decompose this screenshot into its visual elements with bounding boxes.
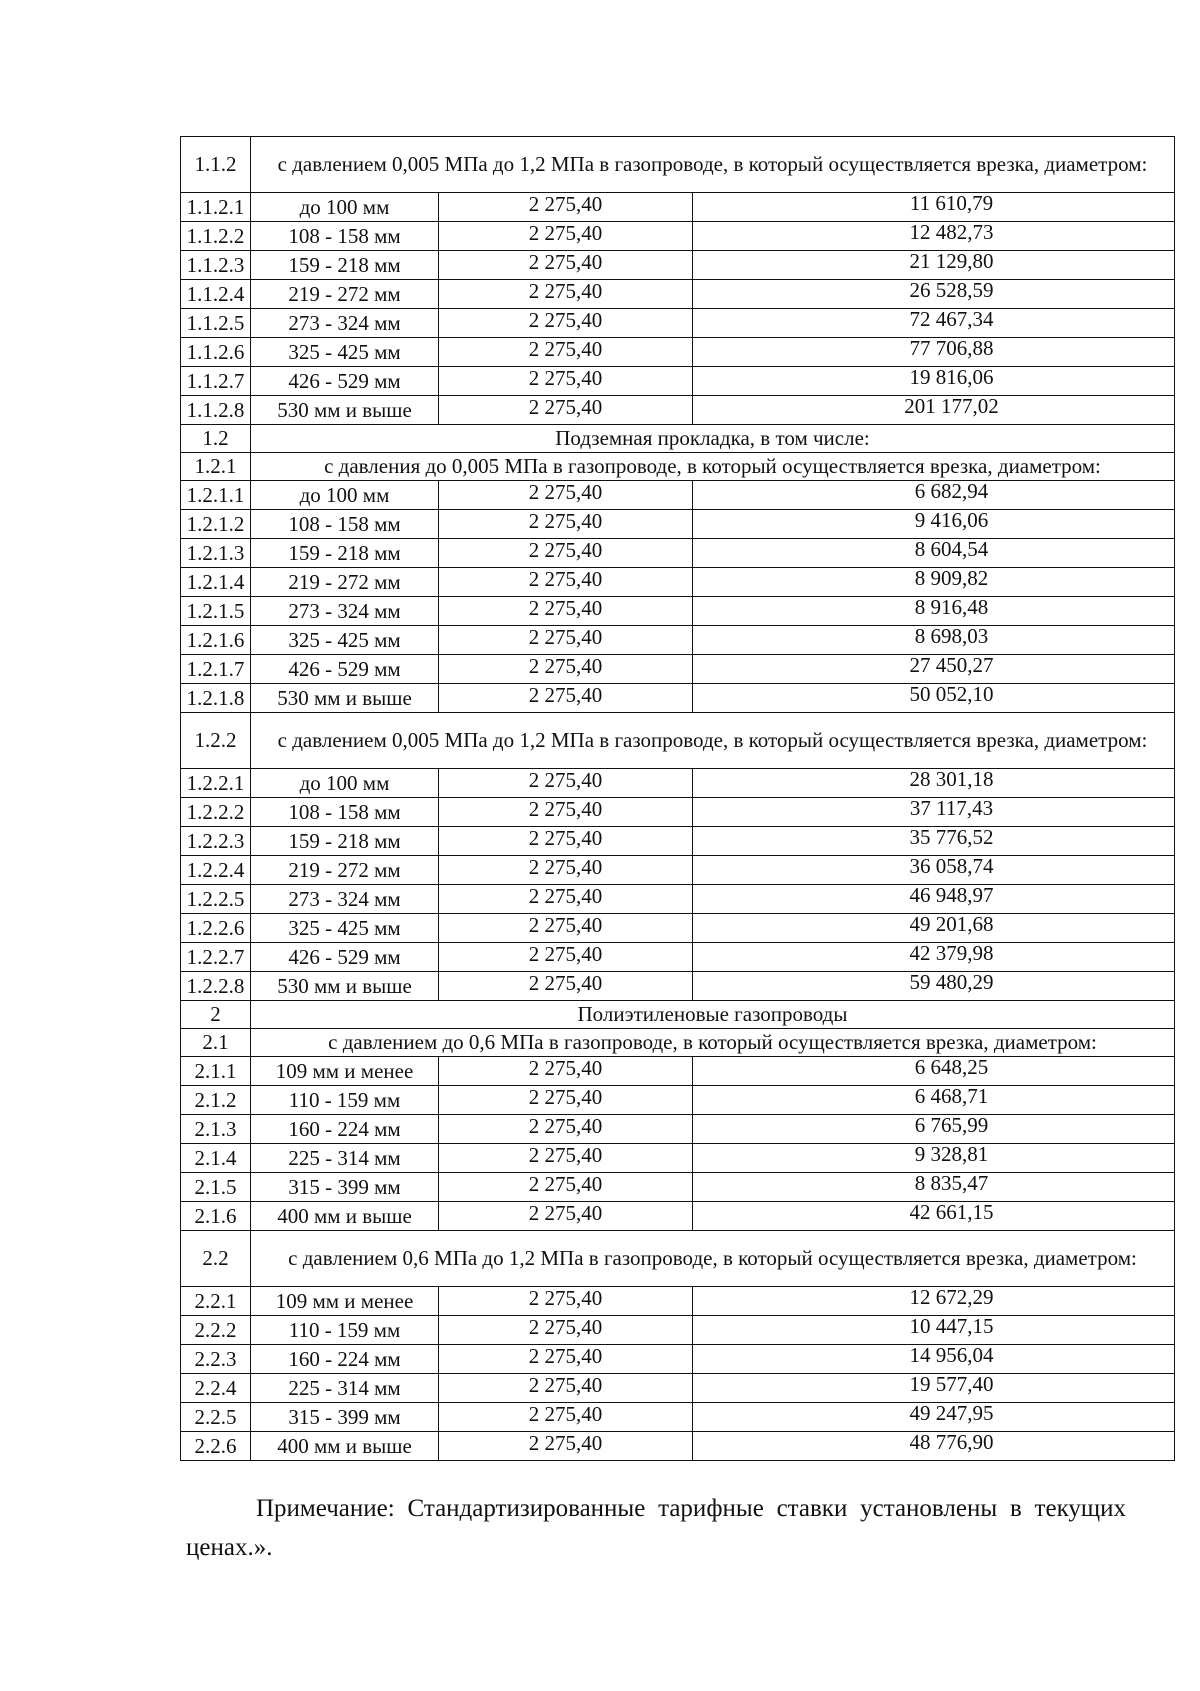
section-number: 2.1 [181, 1029, 251, 1057]
table-row [181, 1287, 1175, 1316]
table-row [181, 1173, 1175, 1202]
total-cell: 49 247,95 [693, 1403, 1175, 1432]
total-cell: 42 379,98 [693, 943, 1175, 972]
section-description: Полиэтиленовые газопроводы [251, 1001, 1175, 1029]
diameter-range: 110 - 159 мм [251, 1316, 439, 1345]
price-cell: 2 275,40 [439, 193, 693, 222]
table-row [181, 885, 1175, 914]
diameter-range: 160 - 224 мм [251, 1115, 439, 1144]
row-number: 2.2.1 [181, 1287, 251, 1316]
row-number: 1.2.1.8 [181, 684, 251, 713]
price-cell: 2 275,40 [439, 338, 693, 367]
table-row [181, 827, 1175, 856]
total-cell: 36 058,74 [693, 856, 1175, 885]
row-number: 1.2.1.7 [181, 655, 251, 684]
diameter-range: 225 - 314 мм [251, 1374, 439, 1403]
table-row [181, 193, 1175, 222]
diameter-range: до 100 мм [251, 193, 439, 222]
row-number: 1.2.1.2 [181, 510, 251, 539]
row-number: 2.1.1 [181, 1057, 251, 1086]
row-number: 2.1.3 [181, 1115, 251, 1144]
subsection-header-row [181, 137, 1175, 193]
table-row [181, 597, 1175, 626]
table-row [181, 568, 1175, 597]
total-cell: 14 956,04 [693, 1345, 1175, 1374]
price-cell: 2 275,40 [439, 827, 693, 856]
table-row [181, 655, 1175, 684]
section-header-row [181, 1029, 1175, 1057]
price-cell: 2 275,40 [439, 396, 693, 425]
price-cell: 2 275,40 [439, 798, 693, 827]
diameter-range: 109 мм и менее [251, 1057, 439, 1086]
total-cell: 8 835,47 [693, 1173, 1175, 1202]
row-number: 1.2.1.6 [181, 626, 251, 655]
table-row [181, 396, 1175, 425]
total-cell: 42 661,15 [693, 1202, 1175, 1231]
section-description: с давлением до 0,6 МПа в газопроводе, в который осуществляется врезка, диаметром: [251, 1029, 1175, 1057]
total-cell: 201 177,02 [693, 396, 1175, 425]
row-number: 1.1.2.7 [181, 367, 251, 396]
table-row [181, 1316, 1175, 1345]
row-number: 1.2.1.3 [181, 539, 251, 568]
table-row [181, 1086, 1175, 1115]
diameter-range: 159 - 218 мм [251, 251, 439, 280]
section-description: с давлением 0,005 МПа до 1,2 МПа в газопроводе, в который осуществляется врезка, диаметром: [251, 713, 1175, 769]
price-cell: 2 275,40 [439, 222, 693, 251]
row-number: 2.1.2 [181, 1086, 251, 1115]
diameter-range: 400 мм и выше [251, 1202, 439, 1231]
price-cell: 2 275,40 [439, 539, 693, 568]
row-number: 1.2.2.7 [181, 943, 251, 972]
row-number: 1.1.2.2 [181, 222, 251, 251]
price-cell: 2 275,40 [439, 856, 693, 885]
price-cell: 2 275,40 [439, 1144, 693, 1173]
diameter-range: 219 - 272 мм [251, 568, 439, 597]
row-number: 2.1.5 [181, 1173, 251, 1202]
price-cell: 2 275,40 [439, 1086, 693, 1115]
table-row [181, 943, 1175, 972]
total-cell: 9 416,06 [693, 510, 1175, 539]
table-row [181, 1202, 1175, 1231]
price-cell: 2 275,40 [439, 367, 693, 396]
table-row [181, 626, 1175, 655]
section-number: 1.2.2 [181, 713, 251, 769]
diameter-range: 325 - 425 мм [251, 626, 439, 655]
diameter-range: до 100 мм [251, 769, 439, 798]
diameter-range: 110 - 159 мм [251, 1086, 439, 1115]
section-description: с давлением 0,6 МПа до 1,2 МПа в газопроводе, в который осуществляется врезка, диаметром: [251, 1231, 1175, 1287]
table-row [181, 309, 1175, 338]
table-row [181, 1144, 1175, 1173]
diameter-range: 225 - 314 мм [251, 1144, 439, 1173]
row-number: 1.2.1.5 [181, 597, 251, 626]
diameter-range: 530 мм и выше [251, 396, 439, 425]
total-cell: 35 776,52 [693, 827, 1175, 856]
tariff-table [180, 136, 1175, 1461]
total-cell: 27 450,27 [693, 655, 1175, 684]
note-paragraph: Примечание: Стандартизированные тарифные ставки установлены в текущих ценах.». [186, 1495, 1126, 1561]
diameter-range: 530 мм и выше [251, 684, 439, 713]
diameter-range: 273 - 324 мм [251, 597, 439, 626]
section-description: с давления до 0,005 МПа в газопроводе, в который осуществляется врезка, диаметром: [251, 453, 1175, 481]
table-row [181, 914, 1175, 943]
price-cell: 2 275,40 [439, 1287, 693, 1316]
diameter-range: 108 - 158 мм [251, 510, 439, 539]
diameter-range: 108 - 158 мм [251, 798, 439, 827]
diameter-range: 325 - 425 мм [251, 338, 439, 367]
price-cell: 2 275,40 [439, 626, 693, 655]
price-cell: 2 275,40 [439, 1202, 693, 1231]
price-cell: 2 275,40 [439, 684, 693, 713]
total-cell: 46 948,97 [693, 885, 1175, 914]
table-row [181, 769, 1175, 798]
row-number: 1.2.2.6 [181, 914, 251, 943]
table-row [181, 856, 1175, 885]
total-cell: 49 201,68 [693, 914, 1175, 943]
subsection-header-row [181, 713, 1175, 769]
total-cell: 6 682,94 [693, 481, 1175, 510]
price-cell: 2 275,40 [439, 885, 693, 914]
price-cell: 2 275,40 [439, 1403, 693, 1432]
total-cell: 10 447,15 [693, 1316, 1175, 1345]
table-row [181, 1432, 1175, 1461]
price-cell: 2 275,40 [439, 1316, 693, 1345]
total-cell: 8 698,03 [693, 626, 1175, 655]
price-cell: 2 275,40 [439, 1345, 693, 1374]
total-cell: 59 480,29 [693, 972, 1175, 1001]
table-row [181, 1345, 1175, 1374]
diameter-range: 160 - 224 мм [251, 1345, 439, 1374]
diameter-range: 426 - 529 мм [251, 943, 439, 972]
total-cell: 26 528,59 [693, 280, 1175, 309]
section-number: 1.2.1 [181, 453, 251, 481]
table-row [181, 338, 1175, 367]
total-cell: 48 776,90 [693, 1432, 1175, 1461]
table-row [181, 1374, 1175, 1403]
table-row [181, 684, 1175, 713]
total-cell: 77 706,88 [693, 338, 1175, 367]
tariff-table-body [181, 137, 1175, 1461]
total-cell: 21 129,80 [693, 251, 1175, 280]
price-cell: 2 275,40 [439, 568, 693, 597]
row-number: 1.1.2.4 [181, 280, 251, 309]
section-number: 2.2 [181, 1231, 251, 1287]
diameter-range: 273 - 324 мм [251, 309, 439, 338]
price-cell: 2 275,40 [439, 597, 693, 626]
diameter-range: 426 - 529 мм [251, 367, 439, 396]
price-cell: 2 275,40 [439, 1173, 693, 1202]
row-number: 1.2.2.5 [181, 885, 251, 914]
table-row [181, 798, 1175, 827]
price-cell: 2 275,40 [439, 280, 693, 309]
total-cell: 11 610,79 [693, 193, 1175, 222]
row-number: 1.2.2.4 [181, 856, 251, 885]
row-number: 1.1.2.1 [181, 193, 251, 222]
total-cell: 6 648,25 [693, 1057, 1175, 1086]
row-number: 2.1.6 [181, 1202, 251, 1231]
row-number: 2.2.4 [181, 1374, 251, 1403]
section-description: с давлением 0,005 МПа до 1,2 МПа в газопроводе, в который осуществляется врезка, диаметром: [251, 137, 1175, 193]
row-number: 1.1.2.8 [181, 396, 251, 425]
diameter-range: 159 - 218 мм [251, 539, 439, 568]
price-cell: 2 275,40 [439, 1374, 693, 1403]
row-number: 1.2.2.8 [181, 972, 251, 1001]
total-cell: 12 482,73 [693, 222, 1175, 251]
diameter-range: 219 - 272 мм [251, 856, 439, 885]
diameter-range: 219 - 272 мм [251, 280, 439, 309]
price-cell: 2 275,40 [439, 655, 693, 684]
row-number: 1.1.2.3 [181, 251, 251, 280]
row-number: 2.1.4 [181, 1144, 251, 1173]
diameter-range: 325 - 425 мм [251, 914, 439, 943]
price-cell: 2 275,40 [439, 943, 693, 972]
total-cell: 37 117,43 [693, 798, 1175, 827]
total-cell: 12 672,29 [693, 1287, 1175, 1316]
diameter-range: 273 - 324 мм [251, 885, 439, 914]
row-number: 1.2.2.1 [181, 769, 251, 798]
table-row [181, 367, 1175, 396]
row-number: 1.2.1.1 [181, 481, 251, 510]
table-row [181, 481, 1175, 510]
total-cell: 8 604,54 [693, 539, 1175, 568]
table-row [181, 539, 1175, 568]
total-cell: 6 468,71 [693, 1086, 1175, 1115]
diameter-range: 426 - 529 мм [251, 655, 439, 684]
table-row [181, 251, 1175, 280]
diameter-range: 315 - 399 мм [251, 1403, 439, 1432]
diameter-range: 159 - 218 мм [251, 827, 439, 856]
diameter-range: 109 мм и менее [251, 1287, 439, 1316]
table-row [181, 280, 1175, 309]
row-number: 2.2.5 [181, 1403, 251, 1432]
row-number: 1.1.2.6 [181, 338, 251, 367]
price-cell: 2 275,40 [439, 972, 693, 1001]
row-number: 1.2.1.4 [181, 568, 251, 597]
section-header-row [181, 425, 1175, 453]
row-number: 1.1.2.5 [181, 309, 251, 338]
price-cell: 2 275,40 [439, 914, 693, 943]
table-row [181, 1403, 1175, 1432]
total-cell: 50 052,10 [693, 684, 1175, 713]
price-cell: 2 275,40 [439, 481, 693, 510]
price-cell: 2 275,40 [439, 309, 693, 338]
table-row [181, 1115, 1175, 1144]
diameter-range: 400 мм и выше [251, 1432, 439, 1461]
diameter-range: до 100 мм [251, 481, 439, 510]
table-row [181, 222, 1175, 251]
total-cell: 8 916,48 [693, 597, 1175, 626]
total-cell: 19 577,40 [693, 1374, 1175, 1403]
section-header-row [181, 453, 1175, 481]
row-number: 2.2.3 [181, 1345, 251, 1374]
row-number: 1.2.2.3 [181, 827, 251, 856]
table-row [181, 510, 1175, 539]
diameter-range: 108 - 158 мм [251, 222, 439, 251]
section-number: 2 [181, 1001, 251, 1029]
row-number: 2.2.2 [181, 1316, 251, 1345]
table-row [181, 1057, 1175, 1086]
price-cell: 2 275,40 [439, 251, 693, 280]
total-cell: 28 301,18 [693, 769, 1175, 798]
diameter-range: 530 мм и выше [251, 972, 439, 1001]
price-cell: 2 275,40 [439, 510, 693, 539]
price-cell: 2 275,40 [439, 769, 693, 798]
subsection-header-row [181, 1231, 1175, 1287]
row-number: 2.2.6 [181, 1432, 251, 1461]
diameter-range: 315 - 399 мм [251, 1173, 439, 1202]
section-number: 1.2 [181, 425, 251, 453]
total-cell: 8 909,82 [693, 568, 1175, 597]
price-cell: 2 275,40 [439, 1432, 693, 1461]
total-cell: 19 816,06 [693, 367, 1175, 396]
row-number: 1.2.2.2 [181, 798, 251, 827]
section-number: 1.1.2 [181, 137, 251, 193]
total-cell: 9 328,81 [693, 1144, 1175, 1173]
table-row [181, 972, 1175, 1001]
section-description: Подземная прокладка, в том числе: [251, 425, 1175, 453]
total-cell: 72 467,34 [693, 309, 1175, 338]
price-cell: 2 275,40 [439, 1115, 693, 1144]
price-cell: 2 275,40 [439, 1057, 693, 1086]
total-cell: 6 765,99 [693, 1115, 1175, 1144]
section-header-row [181, 1001, 1175, 1029]
